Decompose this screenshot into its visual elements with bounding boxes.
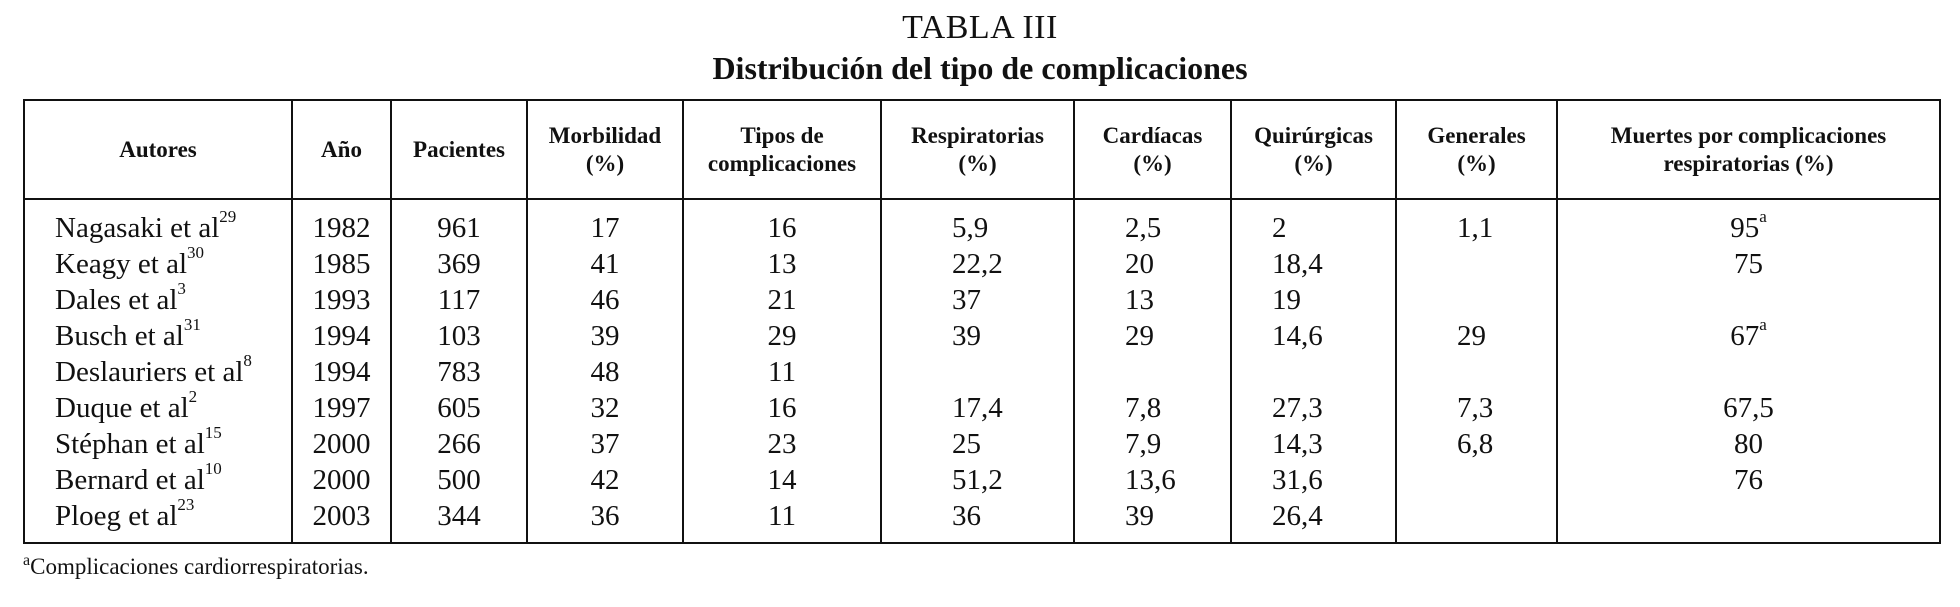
cell-morbilidad: 41 — [527, 246, 683, 282]
cell-autor: Bernard et al$^{10}$ — [24, 462, 292, 498]
table-row — [24, 426, 1940, 462]
note-mark: a — [1759, 315, 1767, 334]
cell-quirurgicas: 19 — [1231, 282, 1396, 318]
cell-quirurgicas — [1231, 354, 1396, 390]
cell-tipos: 16 — [683, 390, 881, 426]
cell-generales: 6,8 — [1396, 426, 1557, 462]
cell-cardiacas: 20 — [1074, 246, 1231, 282]
cell-morbilidad: 17 — [527, 199, 683, 246]
table-number: TABLA III — [902, 9, 1058, 46]
table-body — [24, 199, 1940, 543]
cell-pacientes: 266 — [391, 426, 527, 462]
cell-quirurgicas: 2 — [1231, 199, 1396, 246]
cell-muertes — [1557, 354, 1940, 390]
cell-quirurgicas: 18,4 — [1231, 246, 1396, 282]
cell-pacientes: 103 — [391, 318, 527, 354]
cell-muertes: 67,5 — [1723, 392, 1774, 424]
footnote-text: Complicaciones cardiorrespiratorias. — [30, 554, 369, 579]
cell-morbilidad: 39 — [527, 318, 683, 354]
cell-tipos: 11 — [683, 498, 881, 543]
cell-respiratorias: 39 — [881, 318, 1074, 354]
reference-number: 31 — [183, 315, 201, 334]
cell-morbilidad: 37 — [527, 426, 683, 462]
cell-pacientes: 344 — [391, 498, 527, 543]
header-autores: Autores — [24, 100, 292, 199]
cell-pacientes: 605 — [391, 390, 527, 426]
cell-anio: 1994 — [292, 318, 391, 354]
cell-respiratorias: 51,2 — [881, 462, 1074, 498]
table-row — [24, 246, 1940, 282]
cell-pacientes: 369 — [391, 246, 527, 282]
cell-respiratorias: 17,4 — [881, 390, 1074, 426]
cell-respiratorias — [881, 354, 1074, 390]
header-quirurgicas: Quirúrgicas (%) — [1231, 100, 1396, 199]
cell-generales: 29 — [1396, 318, 1557, 354]
table-title: Distribución del tipo de complicaciones — [712, 50, 1248, 86]
cell-anio: 1982 — [292, 199, 391, 246]
cell-cardiacas: 13,6 — [1074, 462, 1231, 498]
cell-autor: Keagy et al$^{30}$ — [24, 246, 292, 282]
cell-tipos: 11 — [683, 354, 881, 390]
cell-pacientes: 500 — [391, 462, 527, 498]
header-cardiacas: Cardíacas (%) — [1074, 100, 1231, 199]
complications-table — [23, 99, 1941, 544]
header-pacientes: Pacientes — [391, 100, 527, 199]
cell-autor: Ploeg et al$^{23}$ — [24, 498, 292, 543]
cell-anio: 2000 — [292, 426, 391, 462]
cell-muertes: 95$^a$ — [1730, 207, 1767, 244]
header-anio: Año — [292, 100, 391, 199]
cell-autor: Duque et al$^2$ — [24, 390, 292, 426]
cell-respiratorias: 22,2 — [881, 246, 1074, 282]
cell-muertes: 75 — [1734, 248, 1763, 280]
table-row — [24, 282, 1940, 318]
cell-generales — [1396, 498, 1557, 543]
cell-muertes — [1557, 282, 1940, 318]
table-row — [24, 318, 1940, 354]
cell-autor: Dales et al$^3$ — [24, 282, 292, 318]
table-row — [24, 498, 1940, 543]
header-morbilidad: Morbilidad (%) — [527, 100, 683, 199]
header-row — [24, 100, 1940, 199]
note-mark: a — [1759, 207, 1767, 226]
cell-muertes: 80 — [1734, 428, 1763, 460]
header-generales: Generales (%) — [1396, 100, 1557, 199]
cell-tipos: 29 — [683, 318, 881, 354]
cell-quirurgicas: 14,6 — [1231, 318, 1396, 354]
cell-respiratorias: 37 — [881, 282, 1074, 318]
cell-respiratorias: 5,9 — [881, 199, 1074, 246]
cell-quirurgicas: 27,3 — [1231, 390, 1396, 426]
cell-anio: 1994 — [292, 354, 391, 390]
cell-pacientes: 961 — [391, 199, 527, 246]
cell-generales — [1396, 462, 1557, 498]
cell-anio: 1985 — [292, 246, 391, 282]
cell-autor: Busch et al$^{31}$ — [24, 318, 292, 354]
cell-cardiacas: 2,5 — [1074, 199, 1231, 246]
cell-pacientes: 117 — [391, 282, 527, 318]
cell-tipos: 14 — [683, 462, 881, 498]
cell-cardiacas: 13 — [1074, 282, 1231, 318]
footnote — [23, 553, 369, 581]
cell-respiratorias: 25 — [881, 426, 1074, 462]
cell-respiratorias: 36 — [881, 498, 1074, 543]
cell-tipos: 16 — [683, 199, 881, 246]
reference-number: 8 — [243, 351, 252, 370]
header-muertes: Muertes por complicaciones respiratorias (%) — [1557, 100, 1940, 199]
reference-number: 30 — [187, 243, 205, 262]
cell-anio: 1997 — [292, 390, 391, 426]
cell-autor: Deslauriers et al$^8$ — [24, 354, 292, 390]
table-caption — [0, 8, 1960, 88]
cell-generales: 7,3 — [1396, 390, 1557, 426]
cell-pacientes: 783 — [391, 354, 527, 390]
cell-generales — [1396, 282, 1557, 318]
cell-quirurgicas: 31,6 — [1231, 462, 1396, 498]
footnote-mark: a — [23, 552, 31, 569]
table-row — [24, 390, 1940, 426]
cell-tipos: 23 — [683, 426, 881, 462]
cell-muertes — [1557, 498, 1940, 543]
cell-generales — [1396, 354, 1557, 390]
cell-anio: 2000 — [292, 462, 391, 498]
cell-autor: Stéphan et al$^{15}$ — [24, 426, 292, 462]
cell-generales — [1396, 246, 1557, 282]
cell-morbilidad: 42 — [527, 462, 683, 498]
cell-anio: 1993 — [292, 282, 391, 318]
reference-number: 15 — [204, 423, 222, 442]
cell-muertes: 76 — [1734, 464, 1763, 496]
table-row — [24, 462, 1940, 498]
reference-number: 3 — [177, 279, 186, 298]
reference-number: 29 — [219, 207, 237, 226]
table-row — [24, 199, 1940, 246]
table-row — [24, 354, 1940, 390]
cell-autor: Nagasaki et al$^{29}$ — [24, 199, 292, 246]
cell-morbilidad: 32 — [527, 390, 683, 426]
cell-cardiacas: 7,8 — [1074, 390, 1231, 426]
reference-number: 2 — [188, 387, 198, 406]
header-tipos: Tipos de complicaciones — [683, 100, 881, 199]
cell-generales: 1,1 — [1396, 199, 1557, 246]
cell-cardiacas: 39 — [1074, 498, 1231, 543]
cell-cardiacas: 7,9 — [1074, 426, 1231, 462]
cell-cardiacas — [1074, 354, 1231, 390]
cell-quirurgicas: 26,4 — [1231, 498, 1396, 543]
cell-cardiacas: 29 — [1074, 318, 1231, 354]
reference-number: 23 — [177, 495, 195, 514]
cell-morbilidad: 36 — [527, 498, 683, 543]
cell-tipos: 13 — [683, 246, 881, 282]
cell-morbilidad: 46 — [527, 282, 683, 318]
header-respiratorias: Respiratorias (%) — [881, 100, 1074, 199]
cell-muertes: 67$^a$ — [1730, 315, 1767, 352]
reference-number: 10 — [204, 459, 222, 478]
cell-tipos: 21 — [683, 282, 881, 318]
cell-anio: 2003 — [292, 498, 391, 543]
cell-quirurgicas: 14,3 — [1231, 426, 1396, 462]
cell-morbilidad: 48 — [527, 354, 683, 390]
